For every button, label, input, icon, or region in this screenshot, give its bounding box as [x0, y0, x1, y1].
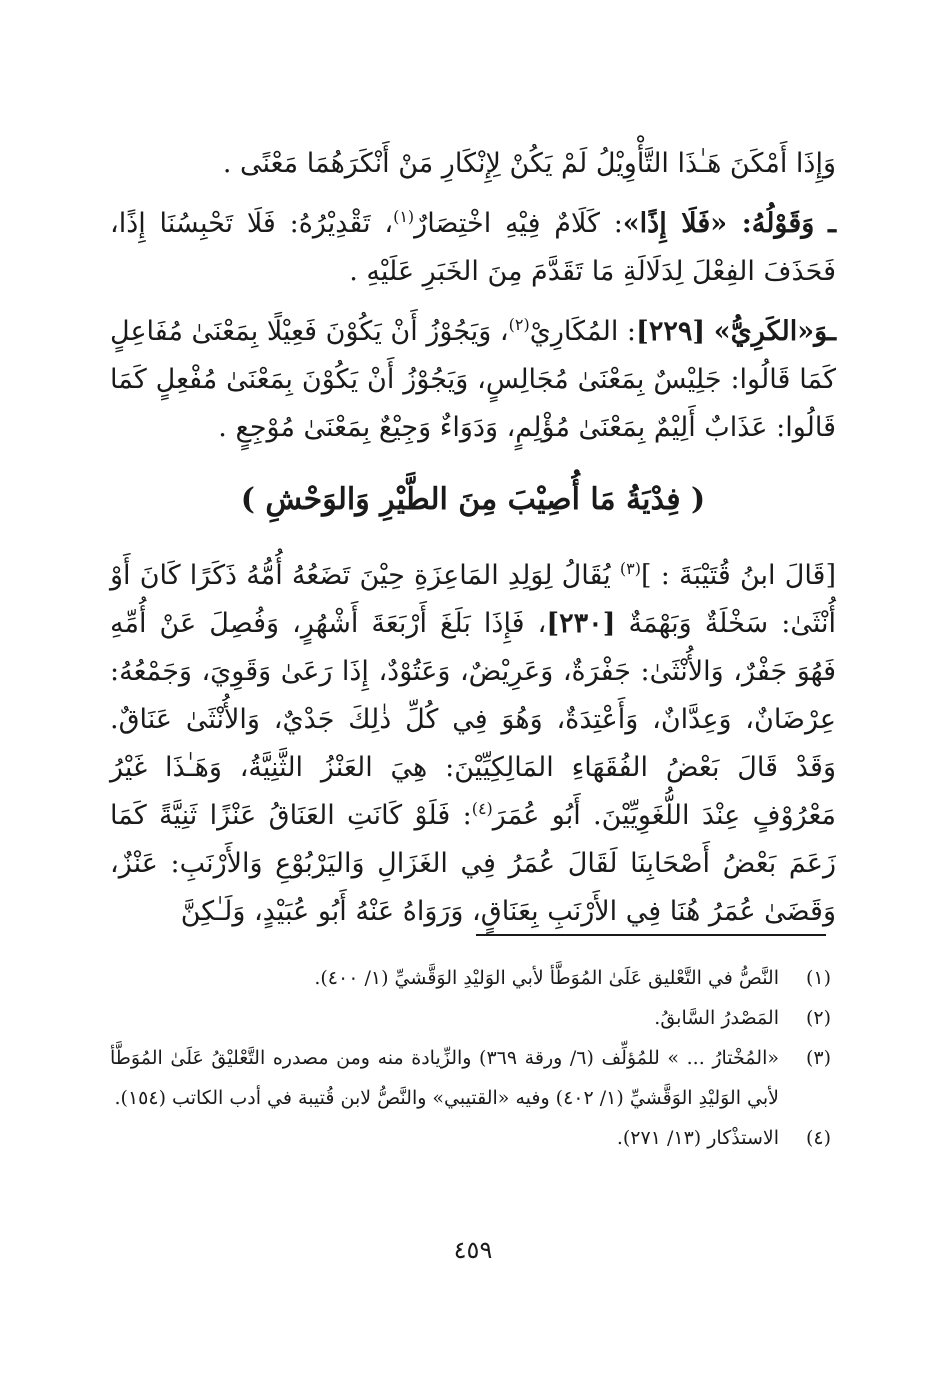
paragraph-4-text-c: ، فَإِذَا بَلَغَ أَرْبَعَةَ أَشْهُرٍ، وَفُصِلَ عَنْ أُمِّهِ فَهُوَ جَفْرٌ، وَالأُنْثَىٰ: جَفْرَةٌ، وَعَرِيْضٌ، وَعَتُوْدٌ، إِذَا رَعَىٰ وَقَوِيَ، وَجَمْعُهُ: عِرْضَانٌ، وَعِدَّانٌ، وَأَعْتِدَةٌ، وَهُوَ فِي كُلِّ ذٰلِكَ جَدْيٌ، وَالأُنْثَىٰ عَنَاقٌ. وَقَدْ قَالَ بَعْضُ الفُقَهَاءِ المَالِكِيِّيْنَ: هِيَ العَنْزُ الثَّنِيَّةُ، وَهَـٰذَا غَيْرُ مَعْرُوْفٍ عِنْدَ اللُّغَوِيِّيْنَ. أَبُو عُمَرَ: [110, 608, 836, 831]
paragraph-2-text-a: : كَلَامٌ فِيْهِ اخْتِصَارٌ: [414, 208, 623, 239]
footnote-ref-3[interactable]: (٣): [619, 559, 641, 578]
footnote-item: [110, 1038, 831, 1118]
section-heading: ( فِدْيَةُ مَا أُصِيْبَ مِنَ الطَّيْرِ وَالوَحْشِ ): [240, 482, 706, 517]
footnote-item: [110, 998, 831, 1038]
footnotes: [110, 958, 831, 1158]
page-reference: [٢٣٠]: [546, 608, 616, 639]
footnote-number: (٤): [805, 1127, 831, 1149]
footnote-ref-2[interactable]: (٢): [508, 315, 530, 334]
footnote-separator: [476, 934, 826, 936]
footnote-text: «المُخْتارُ ... » للمُؤلِّف (٦/ ورقة ٣٦٩) والزِّيادة منه ومن مصدره التَّعْليْقُ عَلَىٰ المُوَطَّأ لأبي الوَليْدِ الوَقَّشيِّ (١/ ٤٠٢) وفيه «القتيبي» والنَّصُّ لابن قُتيبة في أدب الكاتب (١٥٤).: [110, 1047, 779, 1109]
page-reference: [٢٢٩]: [636, 316, 706, 347]
paragraph-2: [110, 200, 836, 296]
footnote-text: الاستذْكار (١٣/ ٢٧١).: [616, 1127, 779, 1149]
paragraph-4-text-a: [قَالَ ابنُ قُتَيْبَةَ : ]: [640, 560, 836, 591]
footnote-item: [110, 958, 831, 998]
entry-dash: ـ: [828, 208, 836, 239]
footnote-ref-4[interactable]: (٤): [471, 799, 493, 818]
paragraph-3: [110, 308, 836, 452]
footnote-number: (٣): [805, 1047, 831, 1069]
paragraph-4-text-d: : فَلَوْ كَانَتِ العَنَاقُ عَنْزًا ثَنِيَّةً كَمَا زَعَمَ بَعْضُ أَصْحَابِنَا لَقَالَ عُمَرُ فِي الغَزَالِ وَاليَرْبُوْعِ وَالأَرْنَبِ: عَنْزٌ، وَقَضَىٰ عُمَرُ هُنَا فِي الأَرْنَبِ بِعَنَاقٍ، وَرَوَاهُ عَنْهُ أَبُو عُبَيْدٍ، وَلَـٰكِنَّ: [110, 800, 836, 927]
paragraph-3-text-b: ، وَيَجُوْزُ أَنْ يَكُوْنَ فَعِيْلًا بِمَعْنَىٰ مُفَاعِلٍ كَمَا قَالُوا: جَلِيْسٌ بِمَعْنَىٰ مُجَالِسٍ، وَيَجُوْزُ أَنْ يَكُوْنَ بِمَعْنَىٰ مُفْعِلٍ كَمَا قَالُوا: عَذَابٌ أَلِيْمٌ بِمَعْنَىٰ مُؤْلِمٍ، وَدَوَاءٌ وَجِيْعٌ بِمَعْنَىٰ مُوْجِعٍ .: [110, 316, 836, 443]
paragraph-3-text-a: : المُكَارِيْ: [529, 316, 637, 347]
paragraph-4: [110, 552, 836, 936]
entry-keyword: وَ«الكَرِيُّ»: [713, 316, 829, 347]
main-text: [110, 140, 836, 948]
footnote-number: (٢): [805, 1007, 831, 1029]
paragraph-1: [110, 140, 836, 188]
footnote-text: المَصْدرُ السَّابقُ.: [654, 1007, 779, 1029]
footnote-text: النَّصُّ في التَّعْليق عَلَىٰ المُوَطَّأ لأبي الوَليْدِ الوَقَّشيِّ (١/ ٤٠٠).: [314, 967, 779, 989]
paragraph-1-text: وَإِذَا أَمْكَنَ هَـٰذَا التَّأْوِيْلُ لَمْ يَكُنْ لِإِنْكَارِ مَنْ أَنْكَرَهُمَا مَعْنًى .: [222, 148, 836, 179]
paragraph-2-text-b: ، تَقْدِيْرُهُ: فَلَا تَحْبِسُنَا إِذًا، فَحَذَفَ الفِعْلَ لِدَلَالَةِ مَا تَقَدَّمَ مِنَ الخَبَرِ عَلَيْهِ .: [110, 208, 836, 287]
footnote-number: (١): [805, 967, 831, 989]
page-number: ٤٥٩: [453, 1236, 493, 1264]
footnote-ref-1[interactable]: (١): [393, 207, 415, 226]
footnote-item: [110, 1118, 831, 1158]
paragraph-4-text-b: يُقَالُ لِوَلِدِ المَاعِزَةِ حِيْنَ تَضَعُهُ أُمُّهُ ذَكَرًا كَانَ أَوْ أُنْثَىٰ: سَخْلَةٌ وَبَهْمَةٌ: [110, 560, 837, 639]
entry-keyword: وَقَوْلُهُ: «فَلَا إِذًا»: [622, 208, 815, 239]
entry-dash: ـ: [828, 316, 836, 347]
